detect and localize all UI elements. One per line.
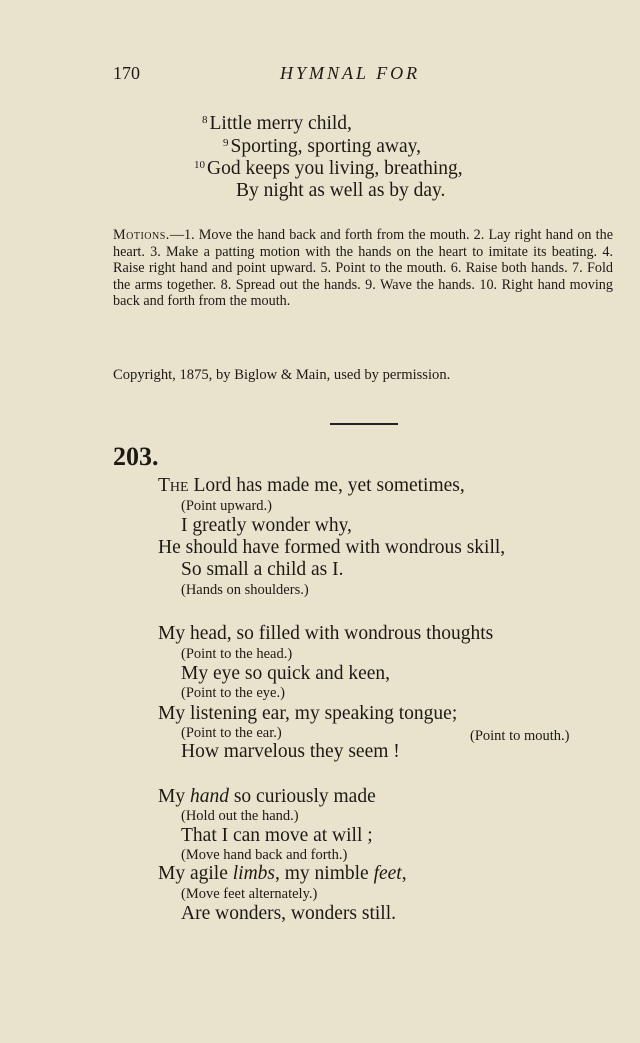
verse-text: , my nimble xyxy=(275,863,374,884)
motions-text: —1. Move the hand back and forth from the mouth. 2. Lay right hand on the heart. 3. Make a patting motion with the hands on the heart to imitate its beating. 4. Raise right hand and point upward. 5. Point to the mouth. 6. Raise both hands. 7. Fold the arms together. 8. Spread out the hands. 9. Wave the hands. 10. Right hand moving back and forth from the mouth. xyxy=(113,227,613,310)
verse-text: Little merry child, xyxy=(209,113,352,134)
motion-note: (Point to the eye.) xyxy=(181,685,285,701)
verse-text: By night as well as by day. xyxy=(236,180,446,201)
motion-note: (Point upward.) xyxy=(181,498,273,514)
motion-note: (Hold out the hand.) xyxy=(181,808,299,824)
verse-line: My listening ear, my speaking tongue; xyxy=(158,703,458,724)
motion-note: (Move hand back and forth.) xyxy=(181,847,348,863)
copyright-line: Copyright, 1875, by Biglow & Main, used by permission. xyxy=(113,367,451,383)
emphasis-word: limbs xyxy=(232,863,275,884)
motion-note: (Hands on shoulders.) xyxy=(181,582,309,598)
verse-line xyxy=(202,113,352,135)
verse-line xyxy=(194,158,463,180)
motion-note: (Point to the ear.) xyxy=(181,725,282,741)
verse-line: Are wonders, wonders still. xyxy=(181,903,397,924)
motion-number: 8 xyxy=(202,114,208,126)
verse-line: So small a child as I. xyxy=(181,559,344,580)
verse-line: My head, so filled with wondrous thoughts xyxy=(158,623,494,644)
verse-line xyxy=(223,136,421,158)
drop-word: The xyxy=(158,475,189,496)
verse-text: My agile xyxy=(158,863,233,884)
verse-text: Sporting, sporting away, xyxy=(230,136,421,157)
verse-text: God keeps you living, breathing, xyxy=(207,158,463,179)
page-number: 170 xyxy=(113,63,140,83)
verse-text: so curiously made xyxy=(228,786,376,807)
emphasis-word: hand xyxy=(189,786,229,807)
verse-text: , xyxy=(401,863,407,884)
section-divider xyxy=(330,423,398,425)
motion-number: 10 xyxy=(194,159,205,171)
verse-line: I greatly wonder why, xyxy=(181,515,352,536)
verse-line xyxy=(158,786,376,808)
motion-note: (Point to the head.) xyxy=(181,646,293,662)
verse-line xyxy=(158,863,407,885)
running-title: HYMNAL FOR xyxy=(280,63,421,83)
motion-number: 9 xyxy=(223,137,229,149)
hymn-number: 203. xyxy=(113,442,159,471)
verse-line: That I can move at will ; xyxy=(181,825,373,846)
verse-text: My xyxy=(158,786,190,807)
motion-note: (Point to mouth.) xyxy=(470,728,570,744)
verse-line: He should have formed with wondrous skill, xyxy=(158,537,506,558)
verse-text: Lord has made me, yet sometimes, xyxy=(188,475,465,496)
motions-paragraph xyxy=(113,227,613,310)
verse-line: How marvelous they seem ! xyxy=(181,741,400,762)
verse-line: My eye so quick and keen, xyxy=(181,663,391,684)
verse-line xyxy=(236,180,445,202)
emphasis-word: feet xyxy=(373,863,402,884)
motions-label: Motions. xyxy=(113,227,170,243)
verse-line xyxy=(158,475,465,497)
motion-note: (Move feet alternately.) xyxy=(181,886,318,902)
